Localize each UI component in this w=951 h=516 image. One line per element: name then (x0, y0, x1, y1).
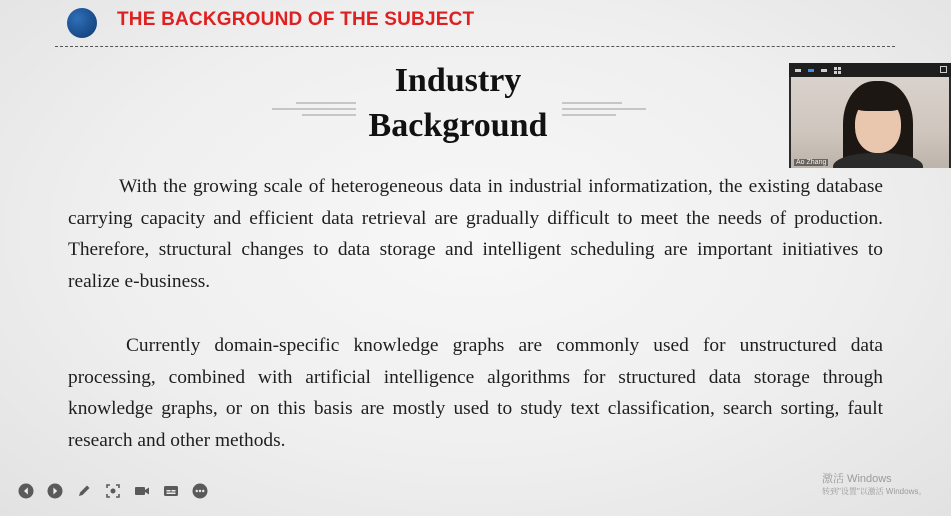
gallery-view-icon[interactable] (834, 67, 841, 74)
slide-title-line2: Background (368, 107, 548, 144)
slide-title-line1: Industry (394, 62, 522, 99)
expand-icon[interactable] (940, 66, 947, 73)
next-icon[interactable] (46, 482, 64, 500)
slide-title (330, 58, 586, 148)
strip-view-icon[interactable] (821, 69, 827, 72)
windows-activation-watermark (822, 472, 926, 498)
camera-icon[interactable] (133, 482, 151, 500)
video-thumbnail[interactable] (789, 63, 951, 168)
paragraph-1: With the growing scale of heterogeneous data in industrial informatization, the existing database carrying capacity and efficient data retrieval are gradually difficult to meet the needs of production. Therefore, structural changes to data storage and intelligent scheduling are important initiatives to realize e-business. (68, 176, 883, 292)
subtitle-icon[interactable] (162, 482, 180, 500)
slide-header (0, 0, 951, 46)
watermark-line2: 转到"设置"以激活 Windows。 (822, 487, 927, 496)
minimize-icon[interactable] (795, 69, 801, 72)
header-circle-icon (67, 8, 97, 38)
person-bangs (851, 87, 905, 111)
video-toolbar (789, 63, 951, 77)
header-title: THE BACKGROUND OF THE SUBJECT (117, 9, 475, 30)
pen-icon[interactable] (75, 482, 93, 500)
speaker-view-icon[interactable] (808, 69, 814, 72)
presentation-controls (17, 482, 209, 500)
watermark-line1: 激活 Windows (822, 473, 892, 485)
previous-icon[interactable] (17, 482, 35, 500)
more-icon[interactable] (191, 482, 209, 500)
video-feed (791, 77, 949, 168)
participant-name: Ao Zhang (796, 159, 827, 166)
header-divider (55, 46, 895, 47)
screenshot-icon[interactable] (104, 482, 122, 500)
paragraph-2: Currently domain-specific knowledge graphs are commonly used for unstructured data processing, combined with artificial intelligence algorithms for structured data storage through knowledge graphs, or on this basis are mostly used to study text classification, search sorting, fault research and other methods. (68, 335, 883, 451)
